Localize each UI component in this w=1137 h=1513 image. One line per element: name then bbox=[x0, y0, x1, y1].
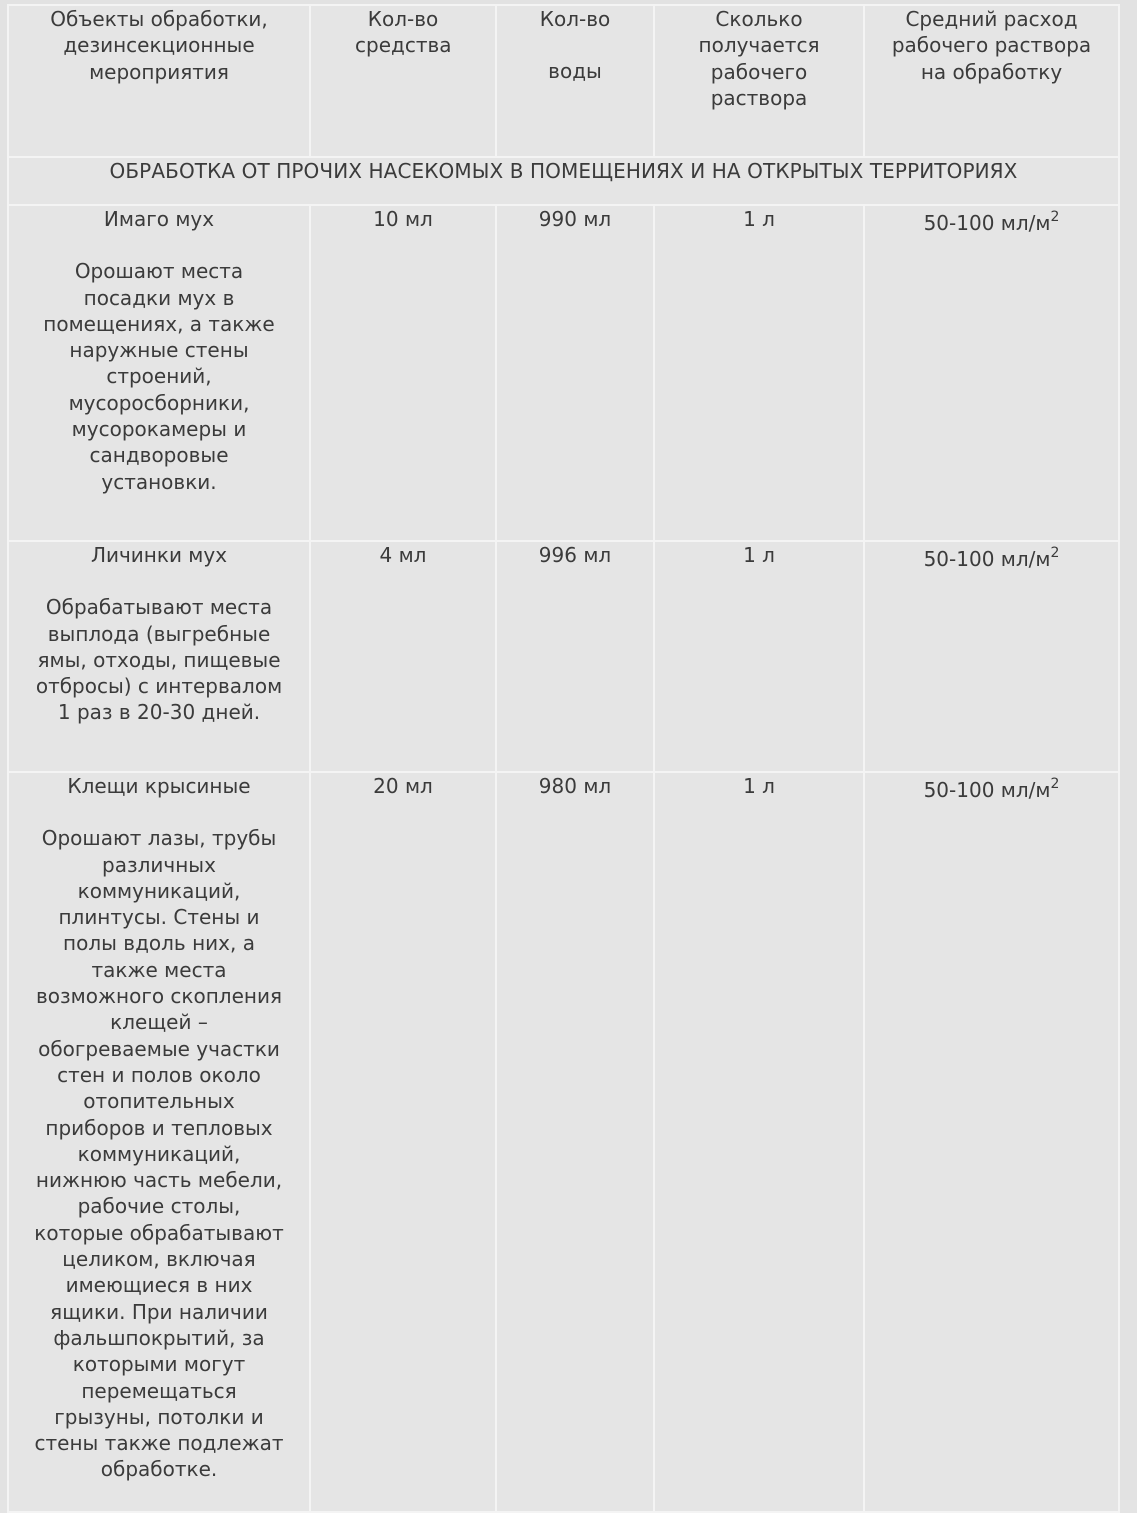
avg-consumption-cell bbox=[864, 772, 1119, 1512]
object-description: Орошают места посадки мух в помещениях, а также наружные стены строений, мусоросборники, мусорокамеры и сандворовые установки. bbox=[43, 259, 275, 494]
water-amount-cell: 980 мл bbox=[496, 772, 654, 1512]
header-objects: Объекты обработки, дезинсекционные мероприятия bbox=[8, 5, 310, 157]
rate-exponent: 2 bbox=[1050, 209, 1060, 225]
table-header-row bbox=[8, 5, 1119, 157]
object-cell bbox=[8, 541, 310, 772]
object-cell bbox=[8, 205, 310, 541]
header-avg-consumption: Средний расход рабочего раствора на обработку bbox=[864, 5, 1119, 157]
rate-exponent: 2 bbox=[1050, 545, 1060, 561]
agent-amount-cell: 4 мл bbox=[310, 541, 496, 772]
solution-yield-cell: 1 л bbox=[654, 772, 864, 1512]
object-name: Имаго мух bbox=[103, 207, 215, 231]
rate-value: 50-100 мл/м bbox=[923, 547, 1051, 571]
agent-amount-cell: 20 мл bbox=[310, 772, 496, 1512]
object-description: Орошают лазы, трубы различных коммуникаций, плинтусы. Стены и полы вдоль них, а также места возможного скопления клещей – обогреваемые участки стен и полов около отопительных приборов и тепловых коммуникаций, нижнюю часть мебели, рабочие столы, которые обрабатывают целиком, включая имеющиеся в них ящики. При наличии фальшпокрытий, за которыми могут перемещаться грызуны, потолки и стены также подлежат обработке. bbox=[34, 826, 284, 1482]
rate-value: 50-100 мл/м bbox=[923, 211, 1051, 235]
table-row bbox=[8, 205, 1119, 541]
rate-value: 50-100 мл/м bbox=[923, 778, 1051, 802]
header-water-amount: Кол-во воды bbox=[496, 5, 654, 157]
solution-yield-cell: 1 л bbox=[654, 541, 864, 772]
avg-consumption-cell bbox=[864, 541, 1119, 772]
section-row bbox=[8, 157, 1119, 205]
header-agent-amount: Кол-во средства bbox=[310, 5, 496, 157]
table-row bbox=[8, 541, 1119, 772]
agent-amount-cell: 10 мл bbox=[310, 205, 496, 541]
object-description: Обрабатывают места выплода (выгребные ямы, отходы, пищевые отбросы) с интервалом 1 раз в 20-30 дней. bbox=[35, 595, 283, 725]
avg-consumption-cell bbox=[864, 205, 1119, 541]
header-solution-yield: Сколько получается рабочего раствора bbox=[654, 5, 864, 157]
section-title: ОБРАБОТКА ОТ ПРОЧИХ НАСЕКОМЫХ В ПОМЕЩЕНИЯХ И НА ОТКРЫТЫХ ТЕРРИТОРИЯХ bbox=[8, 157, 1119, 205]
water-amount-cell: 990 мл bbox=[496, 205, 654, 541]
rate-exponent: 2 bbox=[1050, 776, 1060, 792]
dosage-table bbox=[7, 4, 1120, 1513]
object-name: Личинки мух bbox=[90, 543, 228, 567]
table-row bbox=[8, 772, 1119, 1512]
object-cell bbox=[8, 772, 310, 1512]
water-amount-cell: 996 мл bbox=[496, 541, 654, 772]
solution-yield-cell: 1 л bbox=[654, 205, 864, 541]
object-name: Клещи крысиные bbox=[67, 774, 251, 798]
